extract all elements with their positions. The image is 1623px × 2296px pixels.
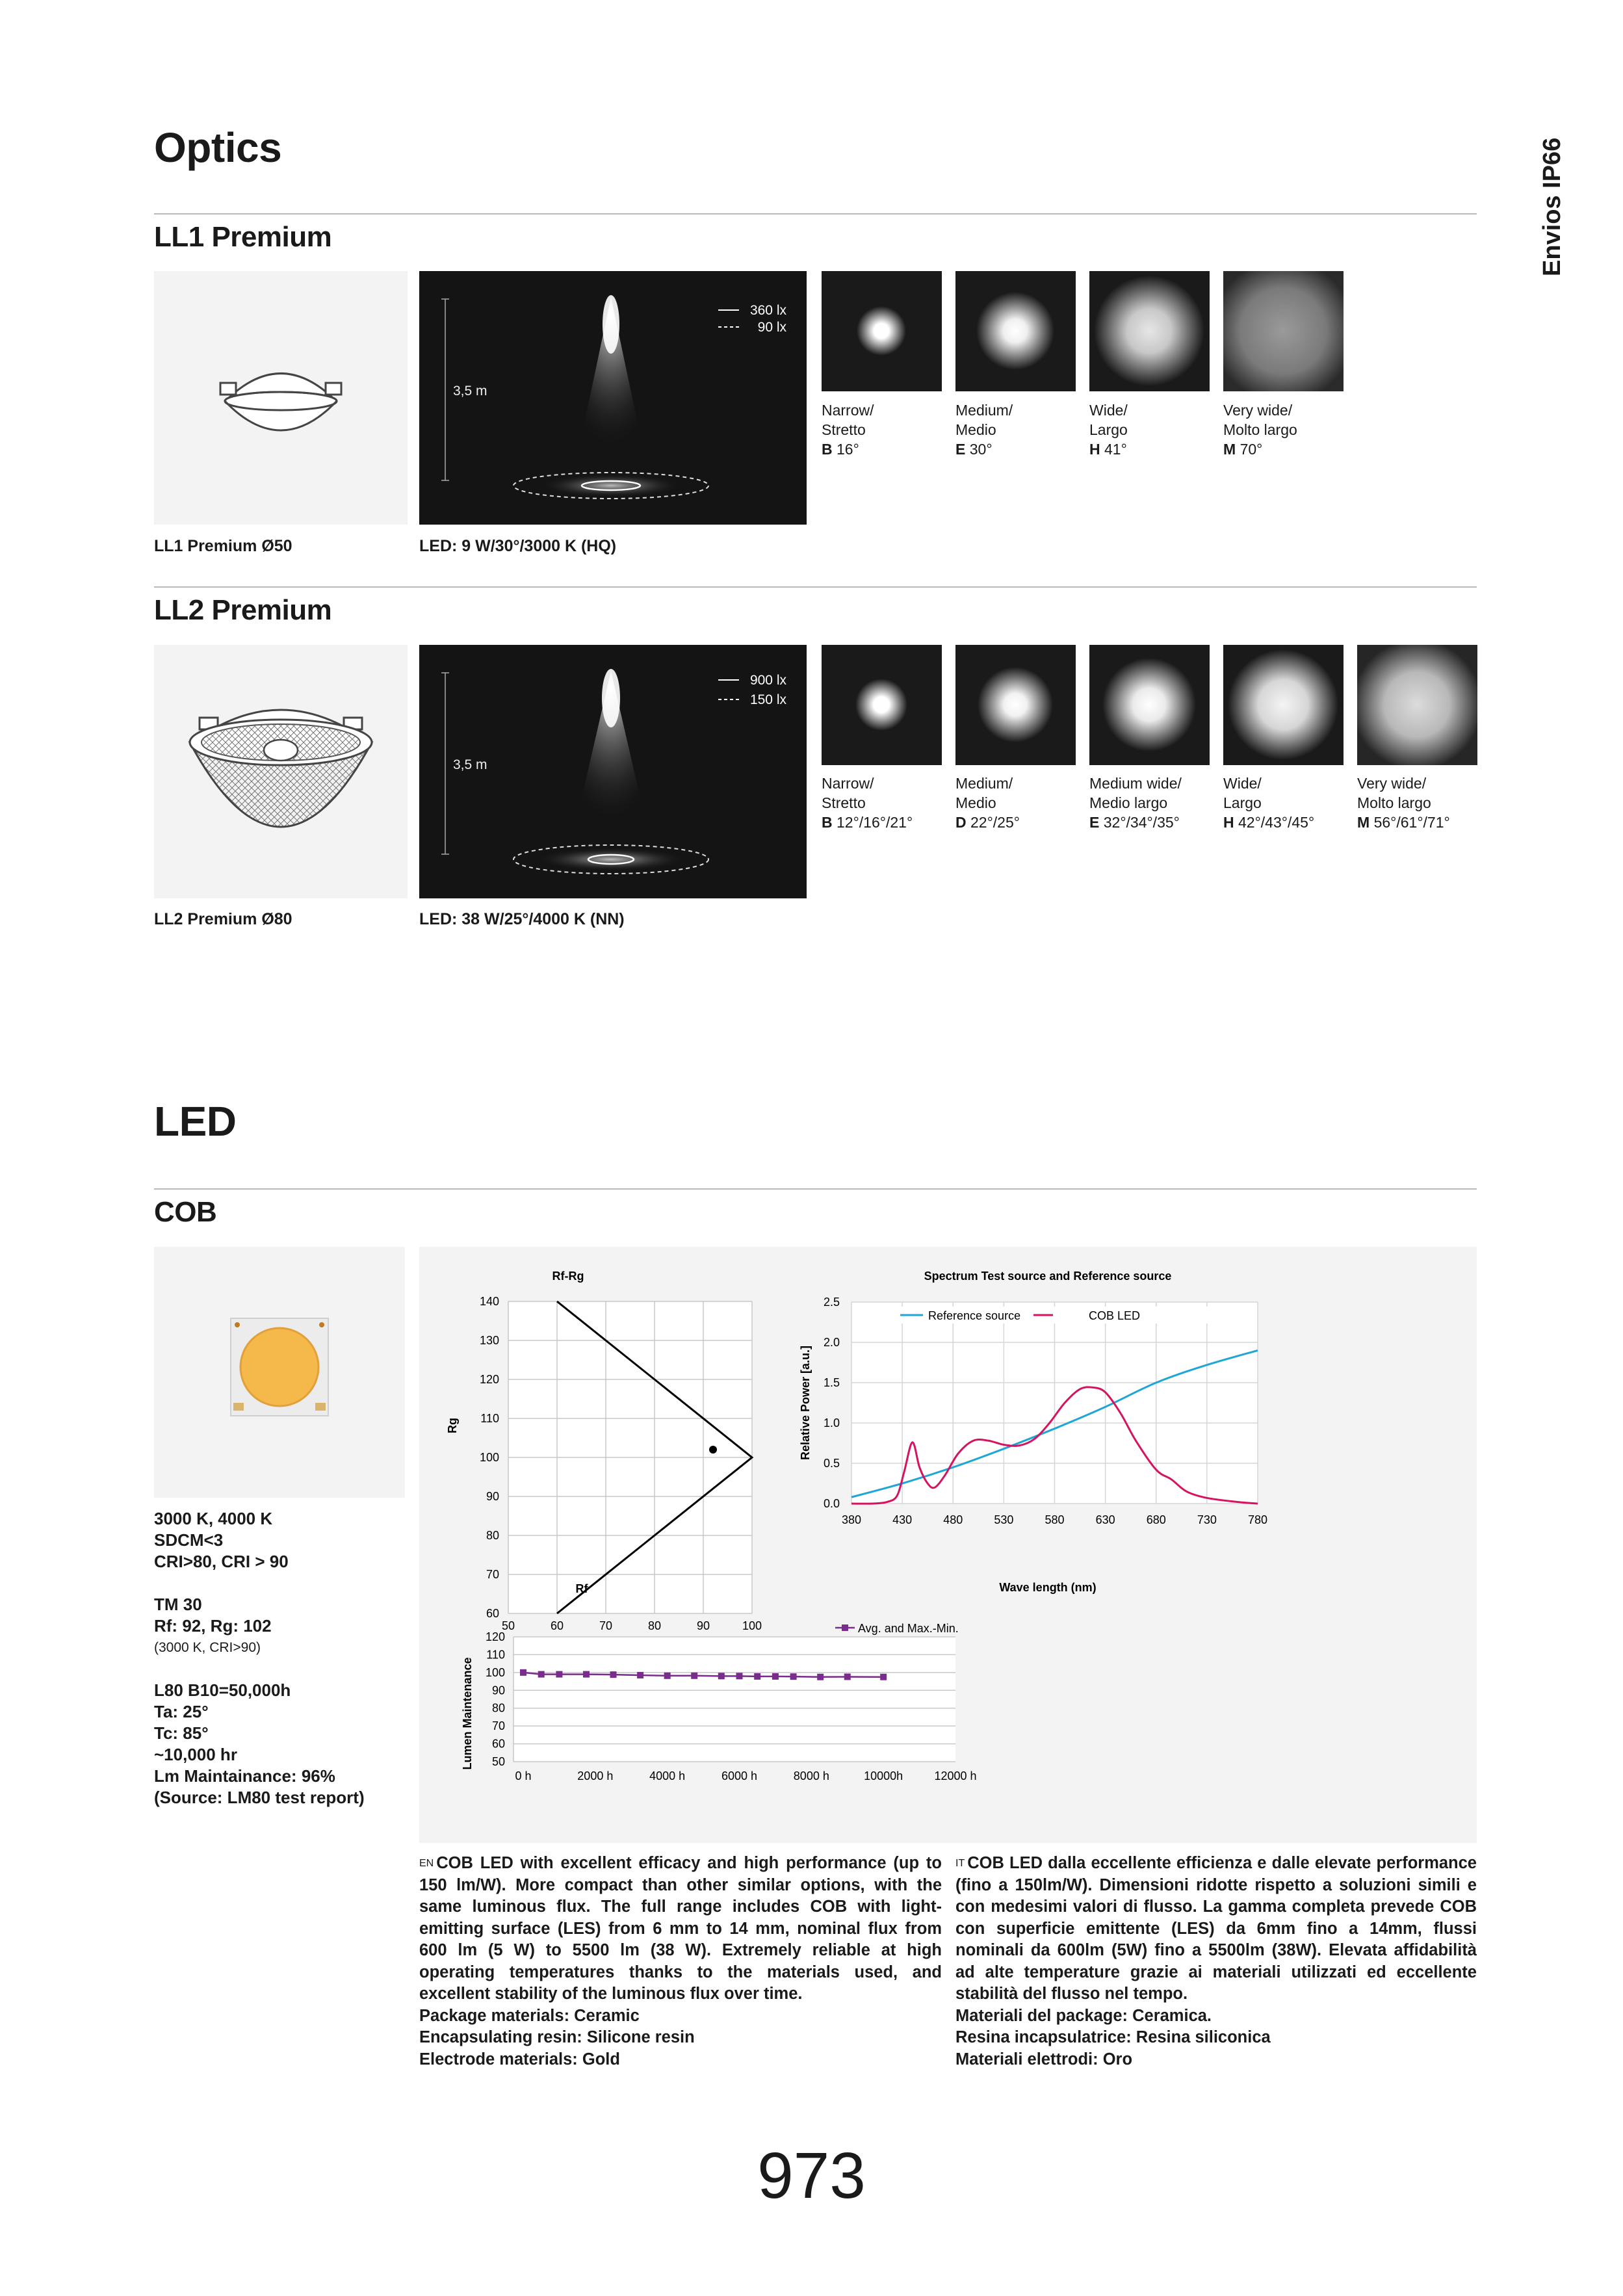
cob-title: COB [154, 1196, 217, 1228]
lm-ytick: 80 [491, 1701, 505, 1715]
lm-point [718, 1673, 725, 1679]
lm-ytick: 110 [486, 1648, 505, 1662]
sp-xtick: 730 [1197, 1513, 1217, 1526]
ll1-led-caption: LED: 9 W/30°/3000 K (HQ) [419, 537, 617, 555]
lm-xtick: 10000h [864, 1769, 903, 1782]
lm-ytick: 120 [485, 1630, 505, 1643]
lm-point [754, 1673, 760, 1680]
sp-xtick: 430 [892, 1513, 913, 1526]
ll2-beam-narrow-label: Narrow/ Stretto B 12°/16°/21° [822, 775, 913, 831]
rf-rg-chart [446, 1270, 762, 1632]
rf-rg-point [709, 1446, 717, 1454]
charts-panel [419, 1247, 1477, 1843]
lm-point [637, 1672, 643, 1678]
ll1-beam-medium-label: Medium/ Medio E 30° [955, 402, 1013, 458]
ll1-beam-very-wide-label: Very wide/ Molto largo M 70° [1223, 402, 1297, 458]
ll1-height-label: 3,5 m [453, 384, 487, 398]
sp-xtick: 580 [1045, 1513, 1065, 1526]
divider [154, 586, 1477, 588]
rf-ytick: 80 [486, 1529, 499, 1542]
side-tab: Envios IP66 [1539, 137, 1566, 276]
lm-point [736, 1673, 743, 1679]
lm-xtick: 4000 h [649, 1769, 686, 1782]
legend-avg: Avg. and Max.-Min. [858, 1622, 959, 1635]
ll2-led-caption: LED: 38 W/25°/4000 K (NN) [419, 910, 625, 928]
rfrg-xlabel: Rf [575, 1582, 588, 1595]
rfrg-title: Rf-Rg [552, 1270, 584, 1283]
rf-xtick: 80 [647, 1619, 662, 1632]
rf-ytick: 90 [486, 1490, 499, 1503]
ll2-beam-medium [955, 645, 1076, 765]
sp-ytick: 0.5 [823, 1457, 840, 1470]
rf-ytick: 110 [480, 1412, 499, 1425]
lm-ytick: 70 [491, 1719, 505, 1733]
ll2-legend-solid: 900 lx [749, 673, 786, 688]
lm-xtick: 12000 h [934, 1769, 977, 1782]
cob-chip-drawing [154, 1247, 405, 1498]
sp-ytick: 2.5 [823, 1296, 840, 1309]
ll2-beam-medium-wide [1089, 645, 1210, 765]
sp-xtick: 480 [943, 1513, 963, 1526]
sp-xtick: 530 [994, 1513, 1014, 1526]
lumen-maintenance-chart [461, 1622, 977, 1782]
ll1-legend-dashed: 90 lx [757, 320, 786, 335]
ll2-beam-wide-label: Wide/ Largo H 42°/43°/45° [1223, 775, 1315, 831]
lm-point [691, 1673, 697, 1679]
legend-reference: Reference source [928, 1309, 1021, 1322]
ll1-title: LL1 Premium [154, 221, 332, 253]
lm-point [880, 1674, 887, 1680]
lm-ytick: 50 [491, 1755, 505, 1768]
rf-xtick: 100 [742, 1619, 762, 1632]
sp-xtick: 680 [1146, 1513, 1166, 1526]
spectrum-chart [799, 1270, 1267, 1594]
optics-title: Optics [154, 124, 282, 171]
lm-xtick: 8000 h [793, 1769, 829, 1782]
ll2-beam-wide [1223, 645, 1344, 765]
ll1-product-caption: LL1 Premium Ø50 [154, 537, 292, 555]
lm-xtick: 6000 h [721, 1769, 758, 1782]
ll2-product-image [154, 645, 408, 898]
ll2-beam-narrow [822, 645, 942, 765]
cob-specs: 3000 K, 4000 K SDCM<3 CRI>80, CRI > 90 TM 30 Rf: 92, Rg: 102 (3000 K, CRI>90) L80 B10=50,000h Ta: 25° Tc: 85° ~10,000 hr Lm Maintainance: 96% (Source: LM80 test report) [154, 1509, 365, 1807]
text-en: $^{EN}$ COB LED with excellent efficacy and high performance (up to 150 lm/W). More compact than other similar options, with the same luminous flux. The full range includes COB with light-emitting surface (LES) from 6 mm to 14 mm, nominal flux from 600 lm (5 W) to 5500 lm (38 W). Extremely reliable at high operating temperatures thanks to the materials used, and excellent stability of the luminous flux over time. Package materials: Ceramic Encapsulating resin: Silicone resin Electrode materials: Gold [419, 1854, 942, 2068]
ll1-light-distribution [419, 271, 807, 525]
ll1-beam-wide [1089, 271, 1210, 391]
ll1-beam-very-wide [1223, 271, 1344, 391]
text-it: $^{IT}$ COB LED dalla eccellente efficienza e dalle elevate performance (fino a 150lm/W). Dimensioni ridotte rispetto a soluzioni simili e con medesimi valori di flusso. La gamma completa prevede COB con superficie emittente (LES) da 6mm fino a 14mm, flussi nominali da 600lm (5W) fino a 5500lm (38W). Elevata affidabilità ad alte temperature grazie ai materiali utilizzati ed eccellente stabilità del flusso nel tempo. Materiali del package: Ceramica. Resina incapsulatrice: Resina siliconica Materiali elettrodi: Oro [955, 1854, 1477, 2068]
lm-ylabel: Lumen Maintenance [461, 1657, 474, 1770]
sp-xtick: 780 [1247, 1513, 1268, 1526]
ll1-product-image [154, 271, 408, 525]
spectrum-title: Spectrum Test source and Reference source [924, 1270, 1172, 1283]
sp-xtick: 630 [1095, 1513, 1115, 1526]
ll2-beam-medium-label: Medium/ Medio D 22°/25° [955, 775, 1020, 831]
lm-point [817, 1674, 824, 1680]
ll2-product-drawing [154, 645, 408, 898]
rf-ytick: 100 [479, 1451, 499, 1464]
lm-xtick: 2000 h [577, 1769, 614, 1782]
page-number: 973 [757, 2139, 866, 2212]
lm-point [556, 1671, 562, 1678]
ll2-beam-very-wide [1357, 645, 1477, 765]
rfrg-ylabel: Rg [446, 1418, 459, 1433]
spectrum-ylabel: Relative Power [a.u.] [799, 1345, 812, 1461]
sp-ytick: 1.0 [823, 1416, 840, 1429]
spectrum-xlabel: Wave length (nm) [999, 1581, 1097, 1594]
ll2-title: LL2 Premium [154, 594, 332, 626]
rf-xtick: 70 [599, 1619, 613, 1632]
ll1-beam-medium [955, 271, 1076, 391]
divider [154, 1188, 1477, 1190]
rf-xtick: 90 [696, 1619, 710, 1632]
sp-ytick: 1.5 [823, 1376, 840, 1389]
lm-point [664, 1673, 671, 1679]
cob-image [154, 1247, 405, 1498]
ll1-beam-narrow-label: Narrow/ Stretto B 16° [822, 402, 874, 458]
ll2-legend-dashed: 150 lx [749, 692, 786, 707]
ll2-product-caption: LL2 Premium Ø80 [154, 910, 292, 928]
lm-point [520, 1669, 526, 1676]
ll1-beam-narrow [822, 271, 942, 391]
ll1-product-drawing [154, 271, 408, 525]
lm-point [538, 1671, 545, 1678]
ll2-light-distribution [419, 645, 807, 898]
lm-point [583, 1671, 590, 1678]
sp-ytick: 0.0 [823, 1497, 840, 1510]
ll2-height-label: 3,5 m [453, 757, 487, 772]
rf-ytick: 70 [486, 1568, 499, 1581]
rf-xtick: 50 [501, 1619, 515, 1632]
lm-ytick: 100 [485, 1665, 505, 1679]
ll2-beam-very-wide-label: Very wide/ Molto largo M 56°/61°/71° [1357, 775, 1450, 831]
lm-xtick: 0 h [515, 1769, 532, 1782]
rf-ytick: 130 [479, 1334, 499, 1347]
lm-ytick: 90 [491, 1684, 505, 1697]
rf-ytick: 120 [479, 1373, 499, 1386]
divider [154, 213, 1477, 215]
led-title: LED [154, 1098, 237, 1145]
sp-ytick: 2.0 [823, 1336, 840, 1349]
sp-xtick: 380 [841, 1513, 862, 1526]
ll2-beam-medium-wide-label: Medium wide/ Medio largo E 32°/34°/35° [1089, 775, 1182, 831]
lm-ytick: 60 [491, 1737, 505, 1751]
ll1-beam-wide-label: Wide/ Largo H 41° [1089, 402, 1128, 458]
legend-cob: COB LED [1089, 1309, 1141, 1322]
legend-avg-marker [842, 1624, 848, 1631]
rf-xtick: 60 [550, 1619, 564, 1632]
lm-point [772, 1673, 779, 1680]
rf-ytick: 140 [479, 1295, 499, 1308]
lm-point [844, 1673, 851, 1680]
ll1-legend-solid: 360 lx [749, 303, 786, 318]
lm-point [790, 1673, 797, 1680]
lm-point [610, 1671, 617, 1678]
rf-ytick: 60 [486, 1607, 499, 1620]
